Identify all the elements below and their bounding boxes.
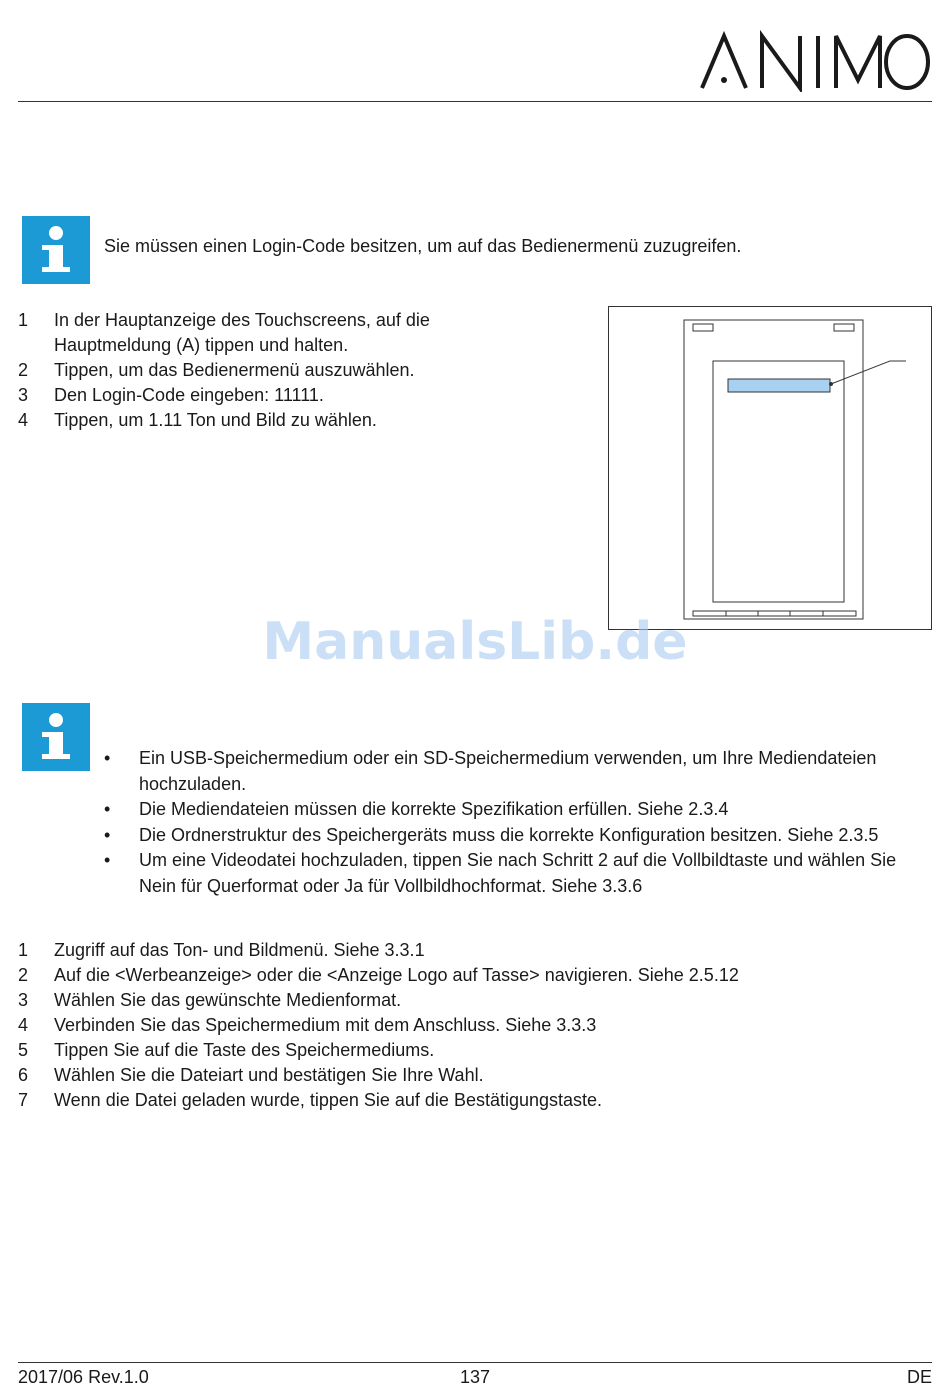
bullet-item <box>104 823 924 849</box>
step-text: Zugriff auf das Ton- und Bildmenü. Siehe 3.3.1 <box>54 940 425 960</box>
step-number: 5 <box>18 1040 29 1060</box>
step-number: 1 <box>18 940 29 960</box>
step-text: Verbinden Sie das Speichermedium mit dem Anschluss. Siehe 3.3.3 <box>54 1015 597 1035</box>
header-divider <box>18 101 932 102</box>
step-text: Wählen Sie das gewünschte Medienformat. <box>54 990 402 1010</box>
animo-logo <box>700 30 932 92</box>
step-text: Den Login-Code eingeben: 11111. <box>54 385 324 405</box>
bullet-mark: • <box>104 799 111 819</box>
bullet-text: Die Mediendateien müssen die korrekte Spezifikation erfüllen. Siehe 2.3.4 <box>139 799 729 819</box>
step-item <box>18 383 498 408</box>
page-number: 137 <box>459 1367 491 1387</box>
step-text: Tippen, um das Bedienermenü auszuwählen. <box>54 360 415 380</box>
step-item <box>18 408 498 433</box>
info-icon <box>22 703 90 771</box>
step-number: 1 <box>18 310 29 330</box>
bullet-mark: • <box>104 850 111 870</box>
main-message-highlight <box>728 379 830 392</box>
step-text: Wenn die Datei geladen wurde, tippen Sie auf die Bestätigungstaste. <box>54 1090 603 1110</box>
info-icon <box>22 216 90 284</box>
logo-text <box>700 92 701 93</box>
footer-revision: 2017/06 Rev.1.0 <box>18 1367 149 1387</box>
footer-language: DE <box>906 1367 932 1387</box>
step-number: 7 <box>18 1090 29 1110</box>
step-item <box>18 358 498 383</box>
bullet-item <box>104 746 924 797</box>
bullet-text: Die Ordnerstruktur des Speichergeräts muss die korrekte Konfiguration besitzen. Siehe 2.3.5 <box>139 824 879 845</box>
step-number: 2 <box>18 360 29 380</box>
bullet-text: Um eine Videodatei hochzuladen, tippen Sie nach Schritt 2 auf die Vollbildtaste und wählen Sie Nein für Querformat oder Ja für Vollbildhochformat. Siehe 3.3.6 <box>139 850 897 896</box>
step-text: Auf die <Werbeanzeige> oder die <Anzeige Logo auf Tasse> navigieren. Siehe 2.5.12 <box>54 965 739 985</box>
step-list-media-upload <box>18 938 928 1113</box>
step-item <box>18 1013 928 1038</box>
step-item <box>18 308 498 358</box>
step-number: 3 <box>18 990 29 1010</box>
touchscreen-diagram <box>609 307 931 629</box>
bullet-text: Ein USB-Speichermedium oder ein SD-Speichermedium verwenden, um Ihre Mediendateien hochzuladen. <box>139 748 877 794</box>
step-number: 4 <box>18 410 29 430</box>
footer-divider <box>18 1362 932 1363</box>
step-number: 6 <box>18 1065 29 1085</box>
step-text: Tippen Sie auf die Taste des Speichermediums. <box>54 1040 435 1060</box>
step-list-operator-menu <box>18 308 498 433</box>
step-text: Tippen, um 1.11 Ton und Bild zu wählen. <box>54 410 377 430</box>
step-number: 2 <box>18 965 29 985</box>
bullet-item <box>104 797 924 823</box>
animo-logo-graphic <box>700 30 932 92</box>
bullet-mark: • <box>104 748 111 768</box>
step-text: In der Hauptanzeige des Touchscreens, auf die Hauptmeldung (A) tippen und halten. <box>54 310 430 355</box>
bullet-item <box>104 848 924 899</box>
info-note-text: Sie müssen einen Login-Code besitzen, um auf das Bedienermenü zuzugreifen. <box>104 236 742 256</box>
touchscreen-figure <box>608 306 932 630</box>
step-text: Wählen Sie die Dateiart und bestätigen Sie Ihre Wahl. <box>54 1065 484 1085</box>
step-item <box>18 1063 928 1088</box>
step-item <box>18 938 928 963</box>
step-item <box>18 963 928 988</box>
step-item <box>18 1088 928 1113</box>
step-number: 3 <box>18 385 29 405</box>
step-item <box>18 1038 928 1063</box>
info-bullet-list <box>104 746 924 899</box>
bullet-mark: • <box>104 824 111 845</box>
step-item <box>18 988 928 1013</box>
step-number: 4 <box>18 1015 29 1035</box>
watermark: ManualsLib.de <box>262 612 688 672</box>
